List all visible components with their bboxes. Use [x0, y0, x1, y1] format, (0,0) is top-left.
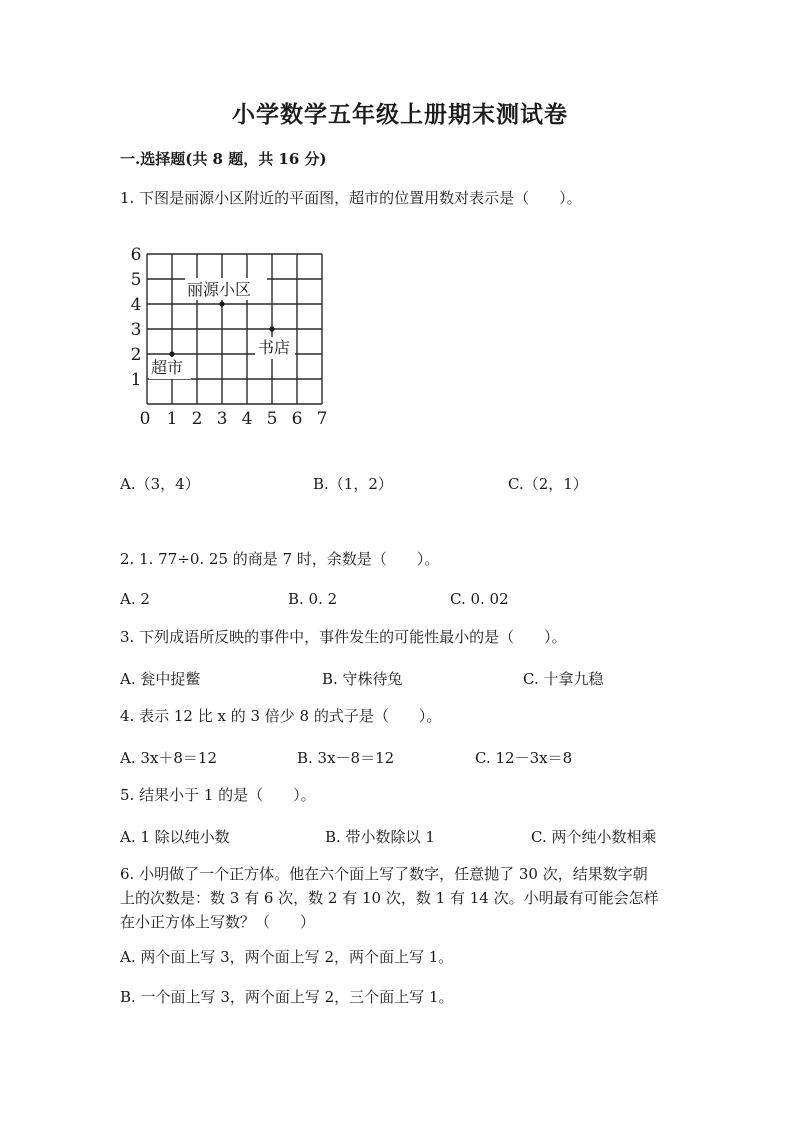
bookstore-label: 书店	[258, 338, 291, 357]
question-4-option-c[interactable]: C. 12－3x＝8	[475, 749, 573, 767]
section-heading: 一.选择题(共 8 题，共 16 分)	[120, 150, 327, 168]
question-1-stem: 1. 下图是丽源小区附近的平面图，超市的位置用数对表示是（ ）。	[120, 189, 582, 207]
question-5-option-c[interactable]: C. 两个纯小数相乘	[531, 828, 657, 846]
question-3-option-b[interactable]: B. 守株待兔	[322, 670, 403, 688]
question-2-option-a[interactable]: A. 2	[120, 590, 150, 608]
x-tick-label: 5	[266, 409, 278, 429]
question-2-option-b[interactable]: B. 0. 2	[288, 590, 338, 608]
question-5-option-b[interactable]: B. 带小数除以 1	[325, 828, 435, 846]
x-tick-label: 1	[166, 409, 178, 429]
question-3-stem: 3. 下列成语所反映的事件中，事件发生的可能性最小的是（ ）。	[120, 628, 567, 646]
question-1-option-c[interactable]: C.（2，1）	[508, 475, 588, 493]
question-1-option-b[interactable]: B.（1，2）	[313, 475, 393, 493]
question-4-option-a[interactable]: A. 3x＋8＝12	[120, 749, 218, 767]
supermarket-point	[169, 351, 174, 356]
x-tick-label: 6	[291, 409, 303, 429]
question-3-option-c[interactable]: C. 十拿九稳	[523, 670, 604, 688]
x-tick-label: 3	[216, 409, 228, 429]
x-tick-label: 2	[191, 409, 203, 429]
question-4-option-b[interactable]: B. 3x－8＝12	[297, 749, 395, 767]
question-6-stem-line-1: 6. 小明做了一个正方体。他在六个面上写了数字，任意抛了 30 次，结果数字朝	[120, 865, 648, 883]
y-tick-label: 3	[130, 320, 142, 340]
question-6-stem-line-2: 上的次数是：数 3 有 6 次，数 2 有 10 次，数 1 有 14 次。小明最有可能会怎样	[120, 889, 659, 907]
supermarket-label: 超市	[151, 358, 184, 377]
x-tick-label: 7	[316, 409, 328, 429]
question-5-option-a[interactable]: A. 1 除以纯小数	[120, 828, 230, 846]
bookstore-point	[269, 326, 274, 331]
question-6-stem-line-3: 在小正方体上写数？（ ）	[120, 913, 316, 931]
question-2-option-c[interactable]: C. 0. 02	[450, 590, 509, 608]
page-title: 小学数学五年级上册期末测试卷	[232, 101, 568, 128]
y-tick-label: 4	[130, 295, 142, 315]
x-tick-label: 4	[241, 409, 253, 429]
residential-area-point	[219, 301, 224, 306]
y-tick-label: 1	[130, 370, 142, 390]
grid-lines	[147, 254, 322, 404]
residential-area-label: 丽源小区	[187, 280, 252, 299]
question-3-option-a[interactable]: A. 瓮中捉鳖	[120, 670, 201, 688]
coordinate-grid-figure	[125, 240, 335, 435]
question-5-stem: 5. 结果小于 1 的是（ ）。	[120, 786, 316, 804]
question-4-stem: 4. 表示 12 比 x 的 3 倍少 8 的式子是（ ）。	[120, 707, 442, 725]
x-tick-label: 0	[139, 409, 151, 429]
y-tick-label: 5	[130, 270, 142, 290]
y-tick-label: 6	[130, 245, 142, 265]
question-2-stem: 2. 1. 77÷0. 25 的商是 7 时，余数是（ ）。	[120, 550, 440, 568]
question-1-option-a[interactable]: A.（3，4）	[120, 475, 200, 493]
question-6-option-a[interactable]: A. 两个面上写 3，两个面上写 2，两个面上写 1。	[120, 948, 454, 966]
y-tick-label: 2	[130, 345, 142, 365]
question-6-option-b[interactable]: B. 一个面上写 3，两个面上写 2，三个面上写 1。	[120, 988, 454, 1006]
